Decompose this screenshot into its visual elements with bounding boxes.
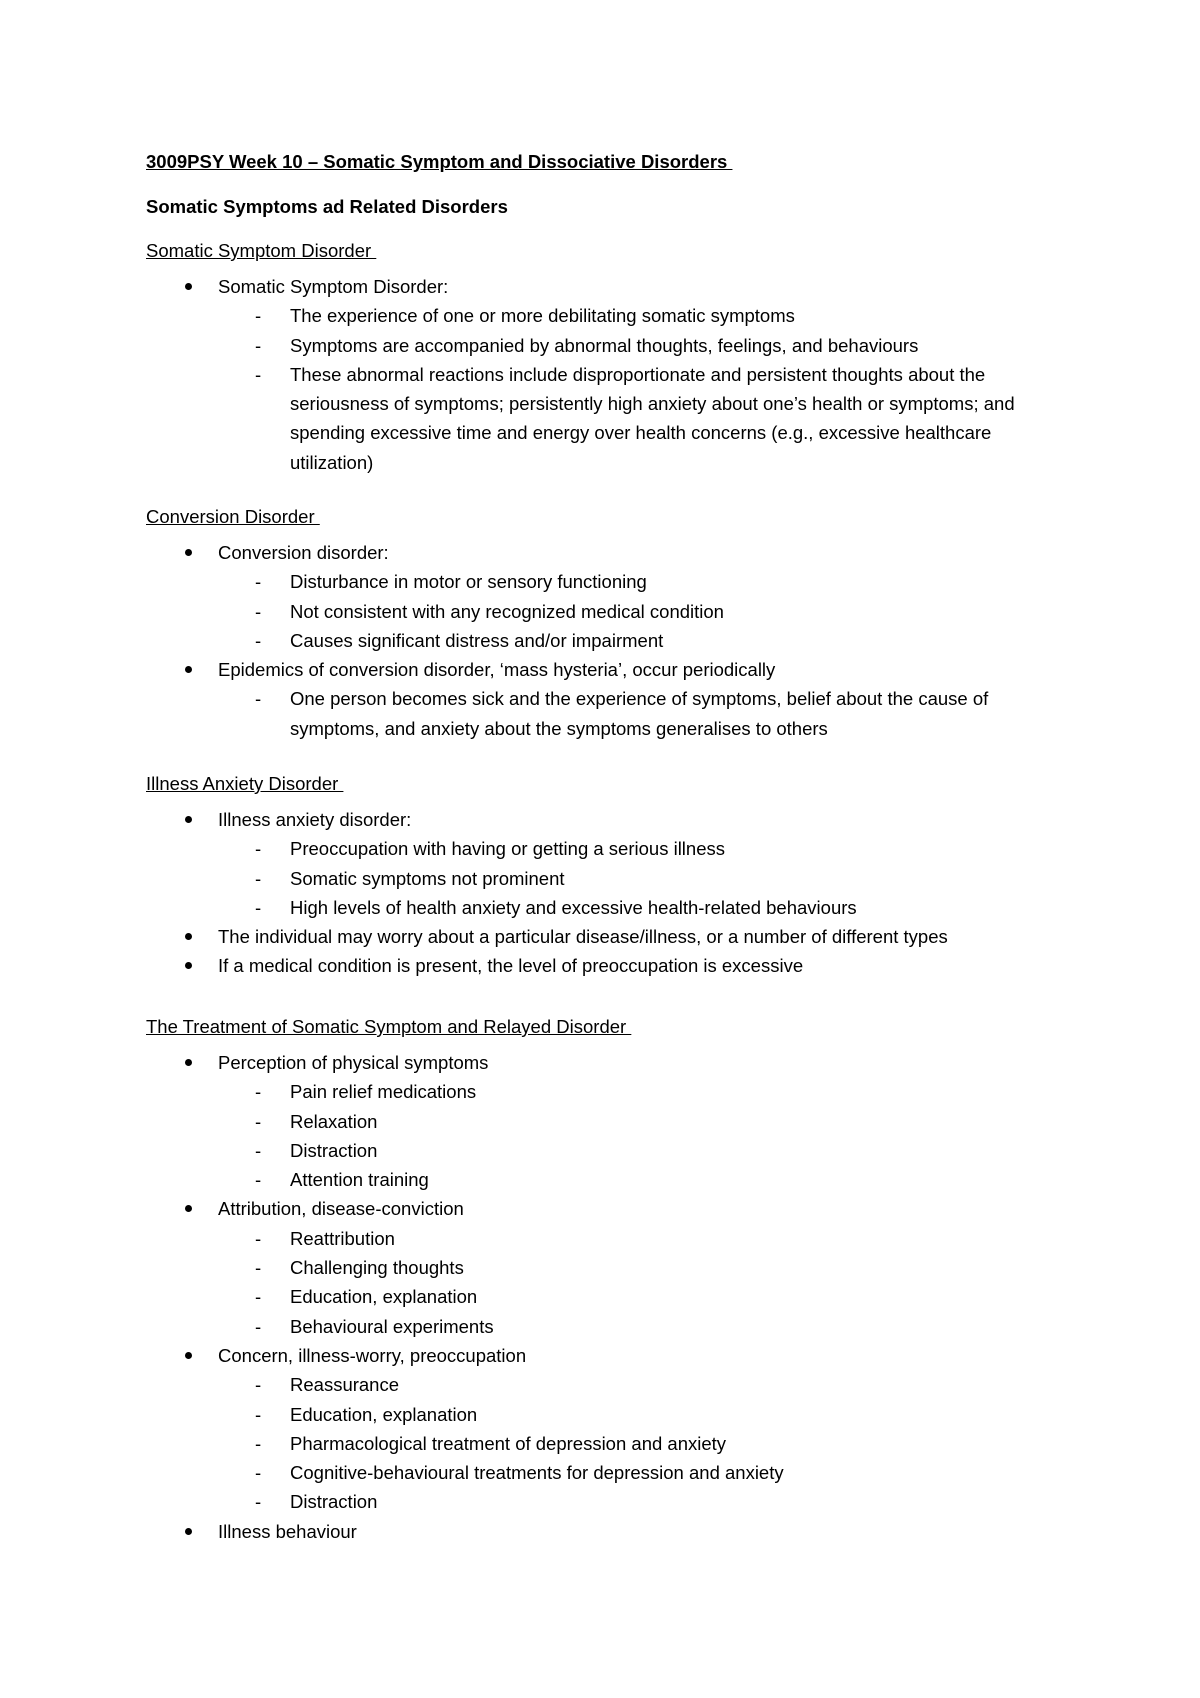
bullet-text: Attribution, disease-conviction — [218, 1198, 464, 1220]
bullet-item — [146, 1048, 1046, 1194]
bullet-text: The individual may worry about a particular disease/illness, or a number of different types — [218, 926, 948, 948]
dash-list — [218, 834, 1046, 922]
dash-item: - Disturbance in motor or sensory functioning — [218, 567, 1046, 596]
bullet-item — [146, 1341, 1046, 1517]
bullet-text: Illness behaviour — [218, 1520, 357, 1542]
dash-item: - Distraction — [218, 1487, 1046, 1516]
dash-item: - Behavioural experiments — [218, 1312, 1046, 1341]
dash-item: - Reattribution — [218, 1224, 1046, 1253]
dash-item: - Challenging thoughts — [218, 1253, 1046, 1282]
dash-item: - Preoccupation with having or getting a serious illness — [218, 834, 1046, 863]
bullet-text: Concern, illness-worry, preoccupation — [218, 1344, 527, 1366]
dash-item: - Causes significant distress and/or impairment — [218, 626, 1046, 655]
dash-list — [218, 684, 1046, 743]
subsection-heading: Conversion Disorder — [146, 506, 320, 527]
dash-list — [218, 567, 1046, 655]
dash-item: - Cognitive-behavioural treatments for depression and anxiety — [218, 1458, 1046, 1487]
bullet-list — [146, 1048, 1046, 1546]
dash-item: - Education, explanation — [218, 1400, 1046, 1429]
dash-item: - Education, explanation — [218, 1282, 1046, 1311]
bullet-item — [146, 951, 1046, 980]
dash-item: - Symptoms are accompanied by abnormal thoughts, feelings, and behaviours — [218, 331, 1046, 360]
bullet-item — [146, 922, 1046, 951]
dash-item: - Relaxation — [218, 1107, 1046, 1136]
dash-item: - Somatic symptoms not prominent — [218, 864, 1046, 893]
section-heading: Somatic Symptoms ad Related Disorders — [146, 196, 508, 217]
bullet-text: Perception of physical symptoms — [218, 1052, 489, 1073]
bullet-item — [146, 655, 1046, 743]
bullet-list — [146, 272, 1046, 477]
bullet-list — [146, 805, 1046, 981]
dash-list — [218, 301, 1046, 477]
bullet-item — [146, 272, 1046, 477]
dash-item: - One person becomes sick and the experience of symptoms, belief about the cause of symptoms, and anxiety about the symptoms generalises to others — [218, 684, 1046, 743]
subsection-heading: Somatic Symptom Disorder — [146, 240, 377, 261]
dash-item: - High levels of health anxiety and excessive health-related behaviours — [218, 893, 1046, 922]
bullet-item — [146, 805, 1046, 922]
dash-item: - Not consistent with any recognized medical condition — [218, 597, 1046, 626]
bullet-text: If a medical condition is present, the level of preoccupation is excessive — [218, 955, 804, 977]
dash-item: - Reassurance — [218, 1370, 1046, 1399]
dash-item: - The experience of one or more debilitating somatic symptoms — [218, 301, 1046, 330]
bullet-list — [146, 538, 1046, 743]
dash-list — [218, 1077, 1046, 1194]
dash-list — [218, 1370, 1046, 1516]
subsection-heading: The Treatment of Somatic Symptom and Relayed Disorder — [146, 1016, 632, 1037]
dash-list — [218, 1224, 1046, 1341]
dash-item: - These abnormal reactions include disproportionate and persistent thoughts about the seriousness of symptoms; persistently high anxiety about one’s health or symptoms; and spending excessive time and energy over health concerns (e.g., excessive healthcare utilization) — [218, 360, 1046, 477]
dash-item: - Pain relief medications — [218, 1077, 1046, 1106]
bullet-item — [146, 538, 1046, 655]
bullet-item — [146, 1194, 1046, 1340]
bullet-text: Conversion disorder: — [218, 542, 389, 563]
bullet-text: Somatic Symptom Disorder: — [218, 276, 449, 297]
bullet-text: Illness anxiety disorder: — [218, 809, 412, 830]
bullet-text: Epidemics of conversion disorder, ‘mass hysteria’, occur periodically — [218, 659, 776, 681]
dash-item: - Pharmacological treatment of depression and anxiety — [218, 1429, 1046, 1458]
subsection-heading: Illness Anxiety Disorder — [146, 773, 344, 794]
dash-item: - Attention training — [218, 1165, 1046, 1194]
dash-item: - Distraction — [218, 1136, 1046, 1165]
document-title: 3009PSY Week 10 – Somatic Symptom and Dissociative Disorders — [146, 151, 733, 172]
bullet-item — [146, 1517, 1046, 1546]
